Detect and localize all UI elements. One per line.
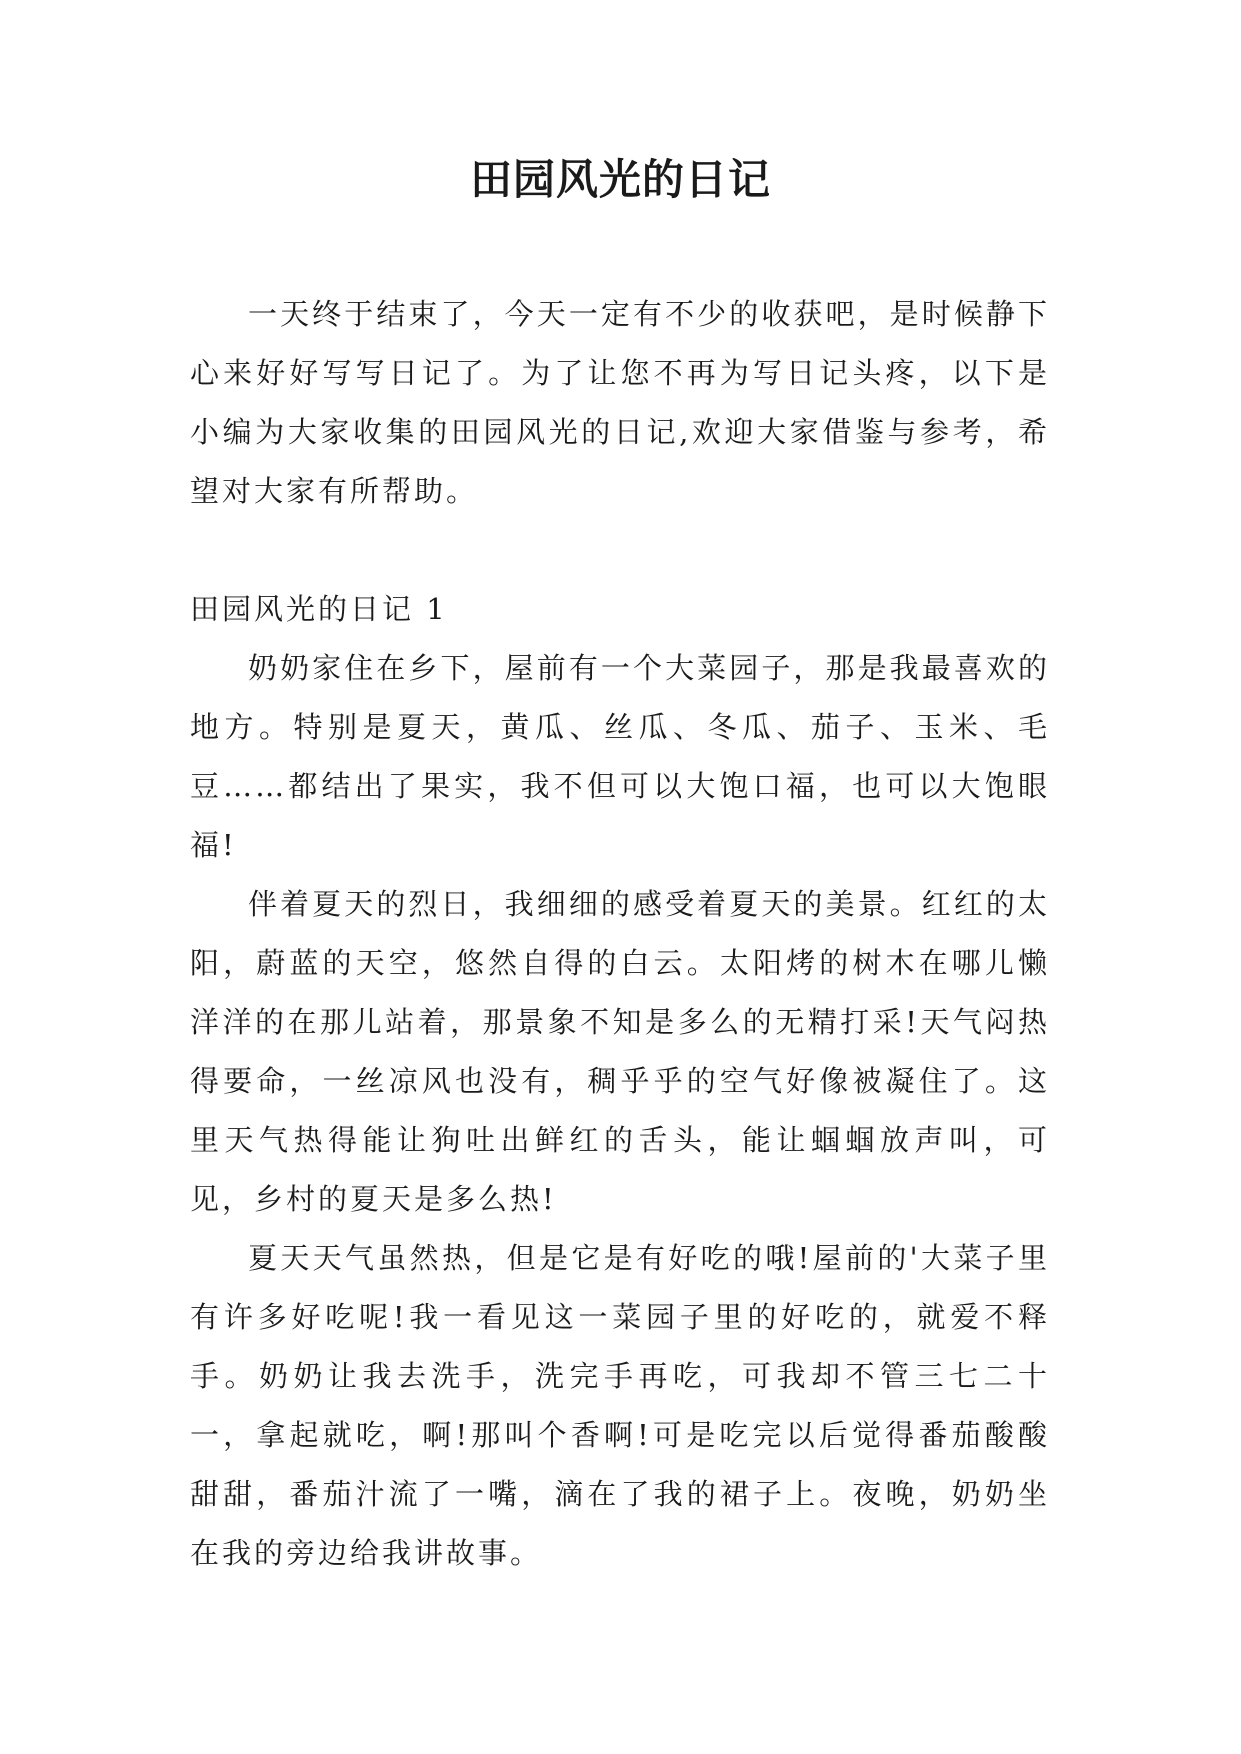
document-body [190,285,1050,1583]
section-heading: 田园风光的日记 1 [190,592,448,626]
body-paragraph: 夏天天气虽然热，但是它是有好吃的哦!屋前的'大菜子里有许多好吃呢!我一看见这一菜园子里的好吃的，就爱不释手。奶奶让我去洗手，洗完手再吃，可我却不管三七二十一，拿起就吃，啊!那叫个香啊!可是吃完以后觉得番茄酸酸甜甜，番茄汁流了一嘴，滴在了我的裙子上。夜晚，奶奶坐在我的旁边给我讲故事。 [190,1241,1050,1570]
document-title: 田园风光的日记 [469,155,771,204]
intro-paragraph: 一天终于结束了，今天一定有不少的收获吧，是时候静下心来好好写写日记了。为了让您不再为写日记头疼，以下是小编为大家收集的田园风光的日记,欢迎大家借鉴与参考，希望对大家有所帮助。 [190,297,1050,508]
body-paragraph: 伴着夏天的烈日，我细细的感受着夏天的美景。红红的太阳，蔚蓝的天空，悠然自得的白云。太阳烤的树木在哪儿懒洋洋的在那儿站着，那景象不知是多么的无精打采!天气闷热得要命，一丝凉风也没有，稠乎乎的空气好像被凝住了。这里天气热得能让狗吐出鲜红的舌头，能让蝈蝈放声叫，可见，乡村的夏天是多么热! [190,887,1050,1216]
body-paragraph: 奶奶家住在乡下，屋前有一个大菜园子，那是我最喜欢的地方。特别是夏天，黄瓜、丝瓜、冬瓜、茄子、玉米、毛豆……都结出了果实，我不但可以大饱口福，也可以大饱眼福! [190,651,1050,862]
